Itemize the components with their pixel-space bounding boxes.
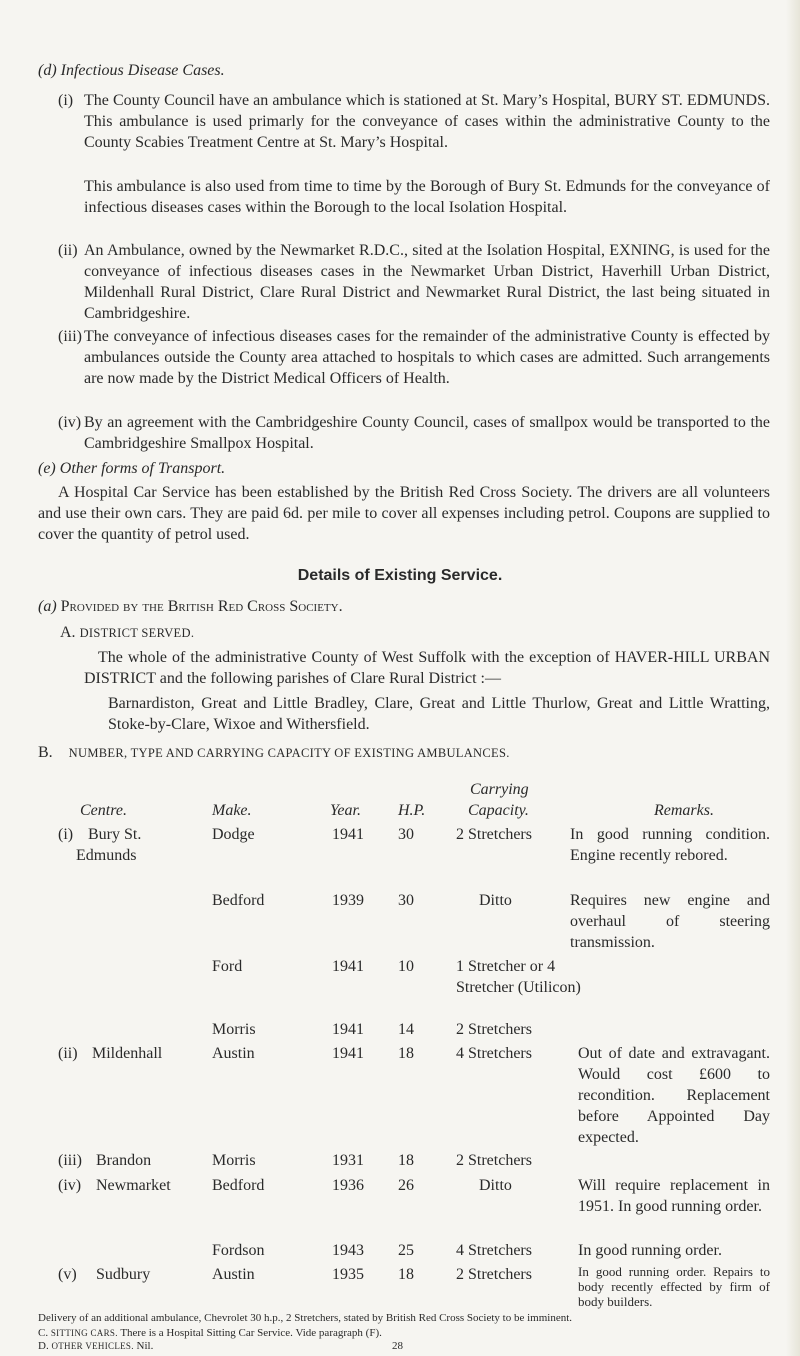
- column-header-centre: Centre.: [80, 802, 127, 819]
- column-header-year: Year.: [330, 802, 361, 819]
- cell-capacity: 2 Stretchers: [456, 826, 532, 843]
- cell-hp: 30: [398, 892, 414, 909]
- subsection-d: [38, 1340, 153, 1352]
- cell-hp: 10: [398, 958, 414, 975]
- section-a-title: Provided by the British Red Cross Society.: [60, 598, 343, 615]
- cell-capacity: 4 Stretchers: [456, 1045, 532, 1062]
- cell-centre: Newmarket: [96, 1177, 171, 1194]
- cell-year: 1935: [332, 1266, 364, 1283]
- row-number: (iv): [58, 1177, 82, 1194]
- subsection-d-text: Nil.: [136, 1340, 154, 1352]
- row-number: (v): [58, 1266, 77, 1283]
- section-d-item-1: The County Council have an ambulance which is stationed at St. Mary’s Hospital, BURY ST. EDMUNDS. This ambulance is used primarly for the conveyance of cases within the administrative County to the County Scabies Treatment Centre at St. Mary’s Hospital.: [84, 92, 770, 151]
- cell-year: 1941: [332, 958, 364, 975]
- cell-hp: 14: [398, 1021, 414, 1038]
- section-e-label: (e): [38, 460, 56, 477]
- cell-remarks: In good running condition. Engine recently rebored.: [570, 826, 770, 864]
- cell-centre: Mildenhall: [92, 1045, 163, 1062]
- item-number: (iv): [58, 414, 82, 431]
- cell-centre: Edmunds: [76, 847, 137, 864]
- cell-make: Ford: [212, 958, 243, 975]
- cell-capacity: 2 Stretchers: [456, 1266, 532, 1283]
- cell-hp: 25: [398, 1242, 414, 1259]
- subsection-c-title: SITTING CARS.: [50, 1328, 118, 1338]
- cell-remarks: Out of date and extravagant. Would cost £600 to recondition. Replacement before Appointed Day expected.: [578, 1045, 770, 1146]
- row-number: (iii): [58, 1152, 82, 1169]
- subsection-a-heading: [60, 622, 194, 644]
- item-number: (i): [58, 92, 74, 109]
- cell-hp: 18: [398, 1266, 414, 1283]
- cell-year: 1941: [332, 826, 364, 843]
- cell-centre: Sudbury: [96, 1266, 151, 1283]
- cell-remarks: In good running order.: [578, 1242, 722, 1259]
- subsection-b-title: NUMBER, TYPE AND CARRYING CAPACITY OF EXISTING AMBULANCES.: [68, 746, 510, 760]
- cell-capacity: Ditto: [479, 1177, 512, 1194]
- cell-remarks: Will require replacement in 1951. In good running order.: [578, 1177, 770, 1215]
- subsection-c-text: There is a Hospital Sitting Car Service. Vide paragraph (F).: [120, 1327, 382, 1339]
- cell-make: Austin: [212, 1045, 255, 1062]
- details-heading: Details of Existing Service.: [297, 567, 503, 584]
- cell-hp: 30: [398, 826, 414, 843]
- page-edge-shadow: [786, 0, 800, 1356]
- cell-capacity: Ditto: [479, 892, 512, 909]
- section-d-heading: [38, 60, 225, 81]
- cell-hp: 18: [398, 1045, 414, 1062]
- subsection-letter: C.: [38, 1327, 49, 1339]
- subsection-d-title: OTHER VEHICLES.: [51, 1341, 134, 1351]
- section-e-heading: [38, 458, 225, 479]
- column-header-make: Make.: [212, 802, 252, 819]
- section-d-item-3: The conveyance of infectious diseases cases for the remainder of the administrative County is effected by ambulances outside the County area attached to hospitals to which cases are admitted. Such arrangements are now made by the District Medical Officers of Health.: [84, 328, 770, 387]
- cell-capacity: 2 Stretchers: [456, 1152, 532, 1169]
- row-number: (ii): [58, 1045, 78, 1062]
- cell-remarks: Requires new engine and overhaul of steering transmission.: [570, 892, 770, 951]
- cell-make: Austin: [212, 1266, 255, 1283]
- cell-remarks: In good running order. Repairs to body recently effected by firm of body builders.: [578, 1264, 770, 1309]
- subsection-a-title: DISTRICT SERVED.: [79, 626, 195, 640]
- cell-capacity: 2 Stretchers: [456, 1021, 532, 1038]
- delivery-note: Delivery of an additional ambulance, Chevrolet 30 h.p., 2 Stretchers, stated by British Red Cross Society to be imminent.: [38, 1312, 573, 1324]
- column-header-hp: H.P.: [398, 802, 426, 819]
- page-number: 28: [392, 1340, 403, 1352]
- cell-year: 1936: [332, 1177, 364, 1194]
- cell-year: 1941: [332, 1021, 364, 1038]
- subsection-letter: A.: [60, 624, 76, 641]
- section-d-item-4: By an agreement with the Cambridgeshire County Council, cases of smallpox would be transported to the Cambridgeshire Smallpox Hospital.: [84, 414, 770, 452]
- section-d-label: (d): [38, 62, 57, 79]
- subsection-c: [38, 1327, 382, 1339]
- section-e-title: Other forms of Transport.: [59, 460, 226, 477]
- item-number: (ii): [58, 242, 78, 259]
- section-d-title: Infectious Disease Cases.: [60, 62, 225, 79]
- cell-make: Morris: [212, 1021, 256, 1038]
- section-d-item-2: An Ambulance, owned by the Newmarket R.D.C., sited at the Isolation Hospital, EXNING, is used for the conveyance of infectious diseases cases in the Newmarket Urban District, Haverhill Urban District, Mildenhall Rural District, Clare Rural District and Newmarket Rural District, the last being situated in Cambridgeshire.: [84, 242, 770, 322]
- cell-year: 1941: [332, 1045, 364, 1062]
- cell-make: Dodge: [212, 826, 255, 843]
- cell-centre: Bury St.: [88, 826, 142, 843]
- item-number: (iii): [58, 328, 82, 345]
- cell-hp: 26: [398, 1177, 414, 1194]
- column-header-capacity: Capacity.: [468, 802, 529, 819]
- cell-centre: Brandon: [96, 1152, 152, 1169]
- section-a-heading: [38, 596, 343, 617]
- subsection-b-heading: [38, 742, 510, 764]
- parishes-list: Barnardiston, Great and Little Bradley, Clare, Great and Little Thurlow, Great and Little Wratting, Stoke-by-Clare, Wixoe and Withersfield.: [108, 695, 770, 733]
- cell-year: 1939: [332, 892, 364, 909]
- cell-hp: 18: [398, 1152, 414, 1169]
- cell-make: Bedford: [212, 892, 265, 909]
- subsection-letter: B.: [38, 744, 53, 761]
- column-header-remarks: Remarks.: [654, 802, 714, 819]
- cell-capacity: 4 Stretchers: [456, 1242, 532, 1259]
- row-number: (i): [58, 826, 74, 843]
- column-header-carrying: Carrying: [470, 781, 529, 798]
- cell-make: Morris: [212, 1152, 256, 1169]
- section-a-label: (a): [38, 598, 57, 615]
- cell-year: 1943: [332, 1242, 364, 1259]
- cell-make: Bedford: [212, 1177, 265, 1194]
- section-e-text: A Hospital Car Service has been established by the British Red Cross Society. The drivers are all volunteers and use their own cars. They are paid 6d. per mile to cover all expenses including petrol. Coupons are supplied to cover the quantity of petrol used.: [38, 484, 770, 543]
- subsection-letter: D.: [38, 1340, 49, 1352]
- cell-capacity: 1 Stretcher or 4 Stretcher (Utilicon): [456, 958, 581, 996]
- cell-year: 1931: [332, 1152, 364, 1169]
- district-served-text: The whole of the administrative County of West Suffolk with the exception of HAVER-HILL URBAN DISTRICT and the following parishes of Clare Rural District :—: [84, 649, 770, 687]
- section-d-item-1-continuation: This ambulance is also used from time to time by the Borough of Bury St. Edmunds for the conveyance of infectious diseases cases within the Borough to the local Isolation Hospital.: [84, 178, 770, 216]
- cell-make: Fordson: [212, 1242, 265, 1259]
